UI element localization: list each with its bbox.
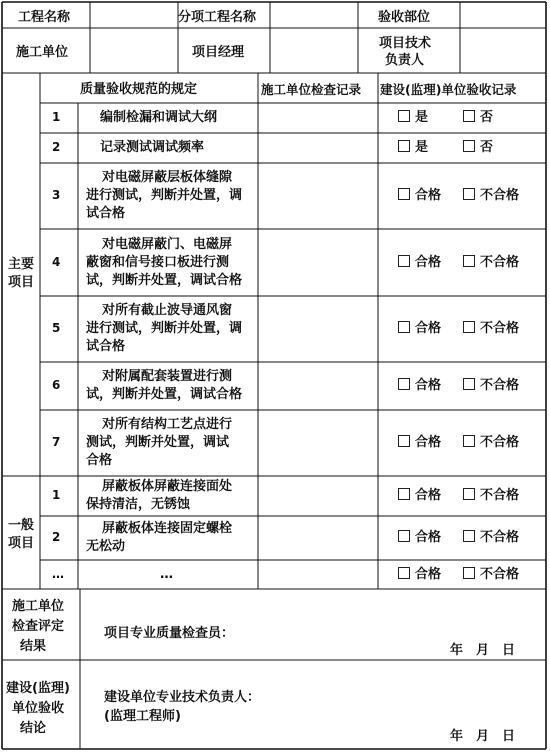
contractor-result-label-line3: 结果: [20, 639, 47, 654]
option-pass[interactable]: [398, 109, 428, 126]
sub-project-label: 分项工程名称: [178, 10, 257, 25]
supervisor-conclusion-label-line3: 结论: [20, 721, 47, 736]
checkbox-icon[interactable]: [463, 378, 475, 390]
contractor-result-label-line2: 检查评定: [12, 619, 65, 634]
checkbox-icon[interactable]: [398, 255, 410, 267]
checkbox-icon[interactable]: [398, 378, 410, 390]
option-pass[interactable]: [398, 566, 441, 583]
option-pass-label: 合格: [415, 321, 442, 336]
item-number: 1: [52, 488, 61, 502]
main-group-label-line2: 项目: [8, 275, 35, 290]
option-pass[interactable]: [398, 529, 441, 546]
general-group-label-line2: 项目: [8, 536, 35, 551]
option-fail[interactable]: [463, 434, 519, 451]
checkbox-icon[interactable]: [398, 140, 410, 152]
supervisor-date: 年 月 日: [450, 729, 516, 744]
option-fail[interactable]: [463, 254, 519, 271]
item-number: 6: [52, 378, 61, 392]
column-header-supervisor-record: 建设(监理)单位验收记录: [380, 82, 517, 97]
option-fail-label: 不合格: [480, 566, 520, 582]
item-description-line: 试，判断并处置，调试合格: [86, 387, 243, 402]
supervisor-conclusion-label-line2: 单位验收: [12, 701, 65, 716]
checkbox-icon[interactable]: [398, 567, 410, 579]
option-fail-label: 不合格: [480, 530, 520, 545]
checkbox-icon[interactable]: [463, 321, 475, 333]
checkbox-icon[interactable]: [398, 188, 410, 200]
option-fail-label: 否: [480, 110, 494, 125]
checkbox-icon[interactable]: [463, 567, 475, 579]
item-number: 7: [52, 435, 61, 449]
item-description-line: 合格: [86, 453, 113, 468]
option-fail-label: 不合格: [480, 188, 520, 203]
option-fail-label: 不合格: [480, 435, 520, 450]
item-description-line: 试合格: [86, 339, 126, 354]
option-pass[interactable]: [398, 254, 441, 271]
item-description-line: 对电磁屏蔽门、电磁屏: [102, 236, 233, 252]
item-number: 4: [52, 254, 61, 269]
option-pass[interactable]: [398, 187, 441, 204]
option-fail-label: 否: [480, 140, 494, 155]
checkbox-icon[interactable]: [398, 488, 410, 500]
checkbox-icon[interactable]: [398, 530, 410, 542]
option-pass-label: 合格: [415, 488, 442, 503]
option-fail[interactable]: [463, 187, 519, 204]
option-pass[interactable]: [398, 377, 441, 394]
option-pass-label: 是: [415, 140, 429, 155]
tech-lead-label-line2: 负责人: [385, 53, 425, 68]
item-description-line: 进行测试，判断并处置，调: [86, 188, 243, 203]
option-fail[interactable]: [463, 529, 519, 546]
item-description-line: 对所有结构工艺点进行: [102, 417, 233, 432]
column-header-spec: 质量验收规范的规定: [80, 82, 198, 97]
item-description-line: 进行测试，判断并处置，调: [86, 321, 243, 336]
tech-lead-label-line1: 项目技术: [379, 36, 432, 51]
option-fail-label: 不合格: [480, 321, 520, 336]
option-pass[interactable]: [398, 320, 441, 337]
item-description-line: 对所有截止波导通风窗: [102, 303, 233, 318]
checkbox-icon[interactable]: [398, 321, 410, 333]
item-description-line: 蔽窗和信号接口板进行测: [86, 254, 230, 270]
item-number: 5: [52, 321, 61, 335]
item-description-line: …: [160, 566, 173, 582]
checkbox-icon[interactable]: [463, 188, 475, 200]
item-number: 2: [52, 530, 61, 544]
column-header-contractor-record: 施工单位检查记录: [261, 82, 362, 97]
option-fail[interactable]: [463, 109, 493, 126]
supervisor-person-label: 建设单位专业技术负责人：: [104, 690, 261, 705]
option-fail[interactable]: [463, 487, 519, 504]
item-description-line: 试合格: [86, 206, 126, 221]
item-description-line: 无松动: [86, 539, 126, 554]
checkbox-icon[interactable]: [463, 140, 475, 152]
construction-unit-label: 施工单位: [16, 45, 69, 60]
option-fail[interactable]: [463, 139, 493, 156]
supervisor-engineer-label: (监理工程师): [104, 709, 181, 724]
option-fail[interactable]: [463, 566, 519, 583]
checkbox-icon[interactable]: [398, 110, 410, 122]
option-pass-label: 是: [415, 110, 429, 125]
item-description-line: 对电磁屏蔽层板体缝隙: [102, 170, 233, 185]
option-fail[interactable]: [463, 320, 519, 337]
inspection-dept-label: 验收部位: [378, 10, 431, 25]
general-group-label-line1: 一般: [8, 518, 35, 533]
item-description-line: 屏蔽板体连接固定螺栓: [102, 521, 233, 536]
option-pass-label: 合格: [415, 566, 442, 582]
project-manager-label: 项目经理: [192, 45, 245, 60]
option-fail[interactable]: [463, 377, 519, 394]
option-fail-label: 不合格: [480, 254, 520, 270]
item-number: 2: [52, 140, 61, 154]
item-number: …: [52, 566, 64, 581]
option-fail-label: 不合格: [480, 378, 520, 393]
option-pass-label: 合格: [415, 378, 442, 393]
contractor-result-label-line1: 施工单位: [12, 599, 65, 614]
item-number: 1: [52, 110, 61, 124]
option-fail-label: 不合格: [480, 488, 520, 503]
option-pass-label: 合格: [415, 254, 442, 270]
item-description-line: 试，判断并处置，调试合格: [86, 272, 243, 288]
checkbox-icon[interactable]: [463, 488, 475, 500]
option-pass-label: 合格: [415, 188, 442, 203]
checkbox-icon[interactable]: [398, 435, 410, 447]
option-pass[interactable]: [398, 139, 428, 156]
contractor-inspector-label: 项目专业质量检查员：: [104, 626, 235, 641]
main-group-label-line1: 主要: [8, 257, 35, 272]
option-pass-label: 合格: [415, 435, 442, 450]
checkbox-icon[interactable]: [463, 255, 475, 267]
item-description-line: 保持清洁，无锈蚀: [86, 497, 191, 512]
option-pass-label: 合格: [415, 530, 442, 545]
contractor-date: 年 月 日: [450, 643, 516, 658]
supervisor-conclusion-label-line1: 建设(监理): [6, 681, 70, 696]
item-number: 3: [52, 188, 61, 202]
option-pass[interactable]: [398, 434, 441, 451]
item-description-line: 测试，判断并处置，调试: [86, 435, 230, 450]
item-description-line: 编制检漏和调试大纲: [100, 110, 218, 125]
item-description-line: 屏蔽板体屏蔽连接面处: [102, 479, 233, 494]
option-pass[interactable]: [398, 487, 441, 504]
checkbox-icon[interactable]: [463, 435, 475, 447]
item-description-line: 记录测试调试频率: [100, 140, 205, 155]
checkbox-icon[interactable]: [463, 110, 475, 122]
checkbox-icon[interactable]: [463, 530, 475, 542]
project-name-label: 工程名称: [18, 10, 71, 25]
item-description-line: 对附属配套装置进行测: [102, 369, 233, 384]
